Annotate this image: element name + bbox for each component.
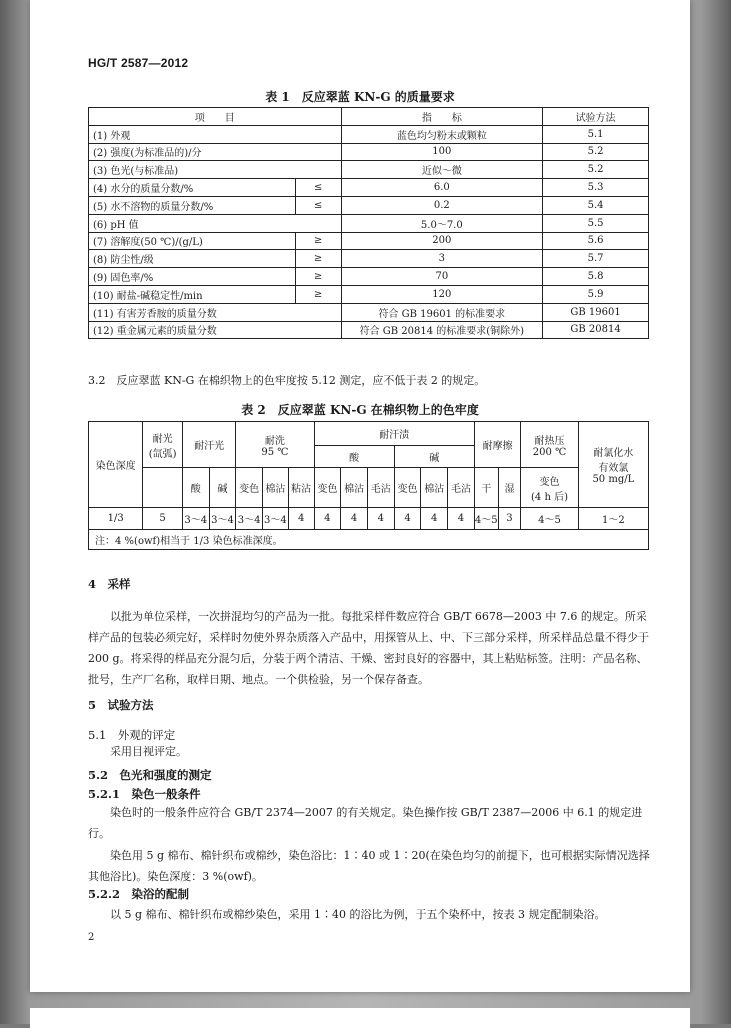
- table-row: [89, 143, 649, 161]
- cell-symbol: ≤: [295, 196, 341, 214]
- cell-method: GB 20814: [543, 321, 649, 339]
- cell-spec: 6.0: [341, 179, 543, 197]
- h-alkali-group: 碱: [394, 446, 474, 468]
- h-pa-cotton: 棉沾: [341, 468, 368, 508]
- section-3-2: 3.2 反应翠蓝 KN-G 在棉织物上的色牢度按 5.12 测定，应不低于表 2 的规定。: [88, 374, 486, 387]
- cell-item: (10) 耐盐-碱稳定性/min: [89, 285, 296, 303]
- cell-item: (2) 强度(为标准品的)/分: [89, 143, 342, 161]
- table-row: [89, 268, 649, 286]
- table-row: [89, 232, 649, 250]
- cell-symbol: ≥: [295, 285, 341, 303]
- h-chlorine: 耐氯化水 有效氯 50 mg/L: [578, 422, 648, 508]
- h-wash-cotton: 棉沾: [263, 468, 289, 508]
- table-row: [89, 125, 649, 143]
- table1-header-method: 试验方法: [543, 108, 649, 126]
- table1-header-item: 项 目: [89, 108, 342, 126]
- section-5-1: 5.1 外观的评定: [88, 728, 176, 742]
- section-5-1-body: 采用目视评定。: [110, 745, 187, 758]
- cell-spec: 100: [341, 143, 543, 161]
- cell-method: 5.3: [543, 179, 649, 197]
- cell-item: (7) 溶解度(50 ℃)/(g/L): [89, 232, 296, 250]
- cell-item: (12) 重金属元素的质量分数: [89, 321, 342, 339]
- cell-item: (6) pH 值: [89, 214, 342, 232]
- cell-spec: 符合 GB 19601 的标准要求: [341, 303, 543, 321]
- cell-item: (5) 水不溶物的质量分数/%: [89, 196, 296, 214]
- h-light-blank: [143, 468, 183, 508]
- h-depth: 染色深度: [89, 422, 143, 508]
- table-row: [89, 321, 649, 339]
- h-rub-dry: 干: [474, 468, 498, 508]
- h-pl-alkali: 碱: [209, 468, 236, 508]
- cell-item: (8) 防尘性/级: [89, 250, 296, 268]
- section-5-title: 5 试验方法: [88, 698, 154, 712]
- cell-spec: 符合 GB 20814 的标准要求(铜除外): [341, 321, 543, 339]
- cell-method: 5.6: [543, 232, 649, 250]
- h-light: 耐光 (氙弧): [143, 422, 183, 468]
- cell-spec: 蓝色均匀粉末或颗粒: [341, 125, 543, 143]
- cell-item: (11) 有害芳香胺的质量分数: [89, 303, 342, 321]
- document-page: [30, 0, 690, 992]
- section-5-2-1: 5.2.1 染色一般条件: [88, 787, 201, 801]
- section-4-body: 以批为单位采样，一次拼混均匀的产品为一批。每批采样件数应符合 GB/T 6678—2003 中 7.6 的规定。所采样产品的包装必须完好，采样时勿使外界杂质落入产品中，用探管从上、中、下三部分采样，所采样品总量不得少于 200 g。将采得的样品充分混匀后，分装于两个清洁、干燥、密封良好的容器中，其上粘贴标签。注明：产品名称、批号，生产厂名称，取样日期、地点。一个供检验，另一个保存备查。: [88, 610, 649, 686]
- cell-method: GB 19601: [543, 303, 649, 321]
- cell-method: 5.5: [543, 214, 649, 232]
- cell-spec: 3: [341, 250, 543, 268]
- table1-header-row: [89, 108, 649, 126]
- h-perspiration: 耐汗渍: [314, 422, 474, 446]
- cell-method: 5.9: [543, 285, 649, 303]
- h-wash-change: 变色: [236, 468, 263, 508]
- h-rub-wet: 湿: [498, 468, 521, 508]
- cell-spec: 70: [341, 268, 543, 286]
- table-row: [89, 285, 649, 303]
- color-fastness-table: [88, 421, 649, 550]
- table-row: 1/3 5 3～4 3～4 3～4 3～4 4 4 4 4 4 4 4 4～5 3 4～5 1～2: [89, 508, 649, 530]
- h-acid-group: 酸: [314, 446, 394, 468]
- table2-caption: 表 2 反应翠蓝 KN-G 在棉织物上的色牢度: [241, 403, 479, 417]
- section-5-2-1-body2: 染色用 5 g 棉布、棉针织布或棉纱，染色浴比：1∶40 或 1∶20(在染色均匀的前提下，也可根据实际情况选择其他浴比)。染色深度：3 %(owf)。: [88, 849, 650, 883]
- table-row: [89, 179, 649, 197]
- h-washing: 耐洗 95 ℃: [236, 422, 314, 468]
- cell-method: 5.7: [543, 250, 649, 268]
- cell-item: (3) 色光(与标准品): [89, 161, 342, 179]
- h-pa-wool: 毛沾: [367, 468, 394, 508]
- section-5-2: 5.2 色光和强度的测定: [88, 768, 212, 782]
- table1-header-spec: 指 标: [341, 108, 543, 126]
- table-row: [89, 214, 649, 232]
- h-rubbing: 耐摩擦: [474, 422, 521, 468]
- table-row: [89, 196, 649, 214]
- table1-caption: 表 1 反应翠蓝 KN-G 的质量要求: [265, 90, 455, 104]
- cell-spec: 200: [341, 232, 543, 250]
- cell-method: 5.8: [543, 268, 649, 286]
- cell-symbol: ≥: [295, 250, 341, 268]
- cell-method: 5.1: [543, 125, 649, 143]
- h-pa-change: 变色: [314, 468, 341, 508]
- cell-method: 5.2: [543, 161, 649, 179]
- section-5-2-1-body1: 染色时的一般条件应符合 GB/T 2374—2007 的有关规定。染色操作按 GB/T 2387—2006 中 6.1 的规定进行。: [88, 806, 643, 840]
- h-perspiration-light: 耐汗光: [182, 422, 235, 468]
- section-4-title: 4 采样: [88, 577, 131, 591]
- table-row: [89, 161, 649, 179]
- cell-spec: 0.2: [341, 196, 543, 214]
- cell-spec: 近似～微: [341, 161, 543, 179]
- page-number: 2: [88, 932, 95, 943]
- h-pb-wool: 毛沾: [448, 468, 475, 508]
- h-heat: 耐热压 200 ℃: [521, 422, 578, 468]
- cell-spec: 5.0～7.0: [341, 214, 543, 232]
- cell-symbol: ≥: [295, 232, 341, 250]
- cell-method: 5.4: [543, 196, 649, 214]
- table2-note: 注：4 %(owf)相当于 1/3 染色标准深度。: [89, 530, 649, 550]
- table-row: [89, 303, 649, 321]
- next-page-edge: [30, 1008, 690, 1028]
- section-5-2-2: 5.2.2 染浴的配制: [88, 887, 190, 901]
- cell-spec: 120: [341, 285, 543, 303]
- cell-item: (4) 水分的质量分数/%: [89, 179, 296, 197]
- cell-item: (1) 外观: [89, 125, 342, 143]
- section-5-2-2-body: 以 5 g 棉布、棉针织布或棉纱染色，采用 1∶40 的浴比为例，于五个染杯中，按表 3 规定配制染浴。: [110, 908, 606, 921]
- h-wash-stain: 粘沾: [288, 468, 314, 508]
- cell-item: (9) 固色率/%: [89, 268, 296, 286]
- cell-symbol: ≥: [295, 268, 341, 286]
- h-pl-acid: 酸: [182, 468, 209, 508]
- quality-requirements-table: [88, 107, 649, 339]
- h-heat-change: 变色 (4 h 后): [521, 468, 578, 508]
- cell-symbol: ≤: [295, 179, 341, 197]
- h-pb-cotton: 棉沾: [421, 468, 448, 508]
- standard-number: HG/T 2587—2012: [88, 56, 189, 70]
- h-pb-change: 变色: [394, 468, 421, 508]
- cell-method: 5.2: [543, 143, 649, 161]
- table-row: [89, 250, 649, 268]
